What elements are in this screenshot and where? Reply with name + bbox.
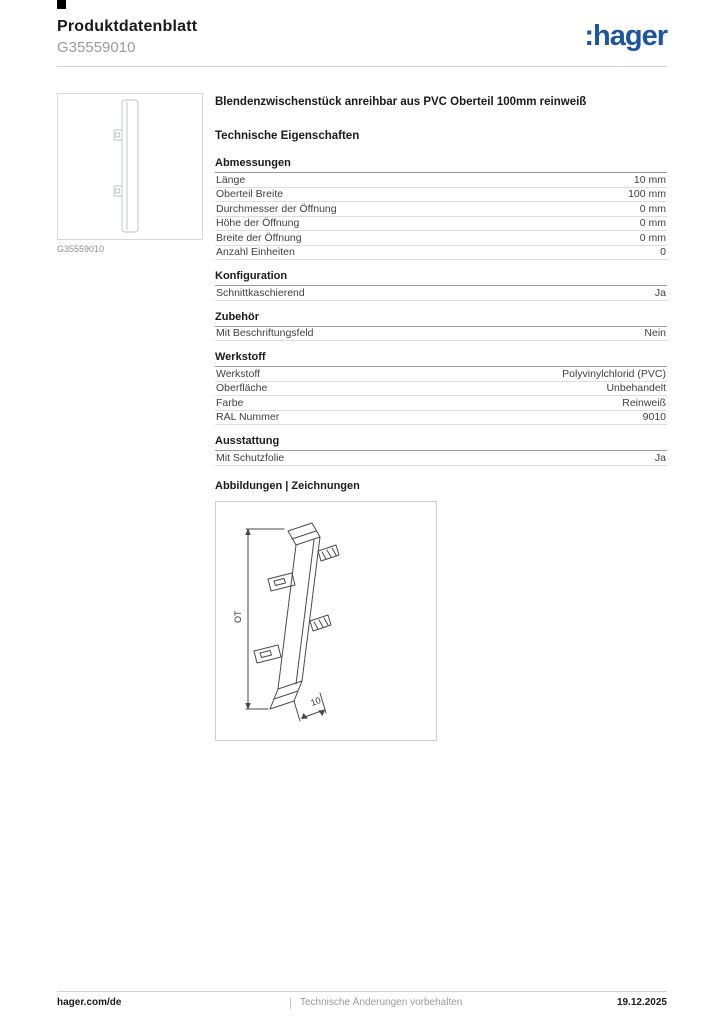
spec-row <box>215 382 667 397</box>
footer-website: hager.com/de <box>57 997 122 1008</box>
spec-row <box>215 173 667 188</box>
spec-section-heading: Zubehör <box>215 309 667 327</box>
hager-logo: :hager <box>584 20 667 52</box>
spec-value: 0 mm <box>639 217 666 229</box>
spec-value: Nein <box>644 327 666 339</box>
dimension-label-ot: OT <box>233 610 243 623</box>
spec-section <box>215 268 667 301</box>
spec-section <box>215 349 667 425</box>
spec-label: Anzahl Einheiten <box>216 246 295 258</box>
spec-value: 100 mm <box>628 188 666 200</box>
print-registration-mark <box>57 0 66 9</box>
spec-label: Schnittkaschierend <box>216 286 305 299</box>
spec-label: Mit Beschriftungsfeld <box>216 327 314 339</box>
spec-section <box>215 155 667 260</box>
spec-row <box>215 188 667 203</box>
footer-disclaimer: Technische Änderungen vorbehalten <box>300 997 463 1008</box>
spec-value: 9010 <box>642 411 666 423</box>
spec-value: Reinweiß <box>622 396 666 409</box>
technical-drawing-frame <box>215 501 437 741</box>
spec-value: Ja <box>654 451 666 464</box>
spec-row <box>215 451 667 466</box>
spec-label: Durchmesser der Öffnung <box>216 202 337 215</box>
spec-row <box>215 286 667 301</box>
spec-section <box>215 433 667 466</box>
spec-label: RAL Nummer <box>216 411 280 423</box>
technical-drawing <box>216 502 436 740</box>
spec-label: Breite der Öffnung <box>216 231 302 244</box>
spec-label: Oberteil Breite <box>216 188 284 200</box>
spec-value: 0 mm <box>639 231 666 244</box>
product-image <box>58 94 202 239</box>
footer-date: 19.12.2025 <box>616 997 667 1008</box>
spec-label: Mit Schutzfolie <box>216 451 285 464</box>
spec-value: 0 <box>660 246 666 258</box>
spec-label: Höhe der Öffnung <box>216 217 300 229</box>
page-title: Produktdatenblatt <box>57 18 198 35</box>
spec-label: Werkstoff <box>216 367 260 380</box>
footer-separator <box>290 998 291 1009</box>
spec-value: 0 mm <box>639 202 666 215</box>
spec-value: 10 mm <box>633 173 666 186</box>
spec-label: Länge <box>216 173 246 186</box>
spec-section-heading: Konfiguration <box>215 268 667 286</box>
spec-section <box>215 309 667 342</box>
spec-section-heading: Ausstattung <box>215 433 667 451</box>
spec-value: Polyvinylchlorid (PVC) <box>562 367 666 380</box>
tech-properties-title: Technische Eigenschaften <box>215 130 360 142</box>
spec-row <box>215 217 667 232</box>
spec-section-heading: Werkstoff <box>215 349 667 367</box>
spec-row <box>215 396 667 411</box>
footer <box>57 997 667 1011</box>
product-description: Blendenzwischenstück anreihbar aus PVC Oberteil 100mm reinweiß <box>215 96 587 108</box>
spec-label: Oberfläche <box>216 382 268 394</box>
footer-divider <box>57 991 667 992</box>
spec-row <box>215 327 667 342</box>
spec-sections <box>215 155 667 466</box>
spec-row <box>215 246 667 261</box>
spec-row <box>215 231 667 246</box>
header-divider <box>57 66 667 67</box>
product-image-caption: G35559010 <box>57 244 105 254</box>
main-content <box>215 95 667 741</box>
spec-row <box>215 202 667 217</box>
spec-value: Unbehandelt <box>606 382 666 394</box>
drawings-heading: Abbildungen | Zeichnungen <box>215 479 360 492</box>
product-image-frame <box>57 93 203 240</box>
spec-row <box>215 367 667 382</box>
spec-value: Ja <box>654 286 666 299</box>
spec-label: Farbe <box>216 396 244 409</box>
dimension-label-10: 10 <box>309 694 323 708</box>
spec-row <box>215 411 667 426</box>
product-reference: G35559010 <box>57 39 136 56</box>
spec-section-heading: Abmessungen <box>215 155 667 173</box>
